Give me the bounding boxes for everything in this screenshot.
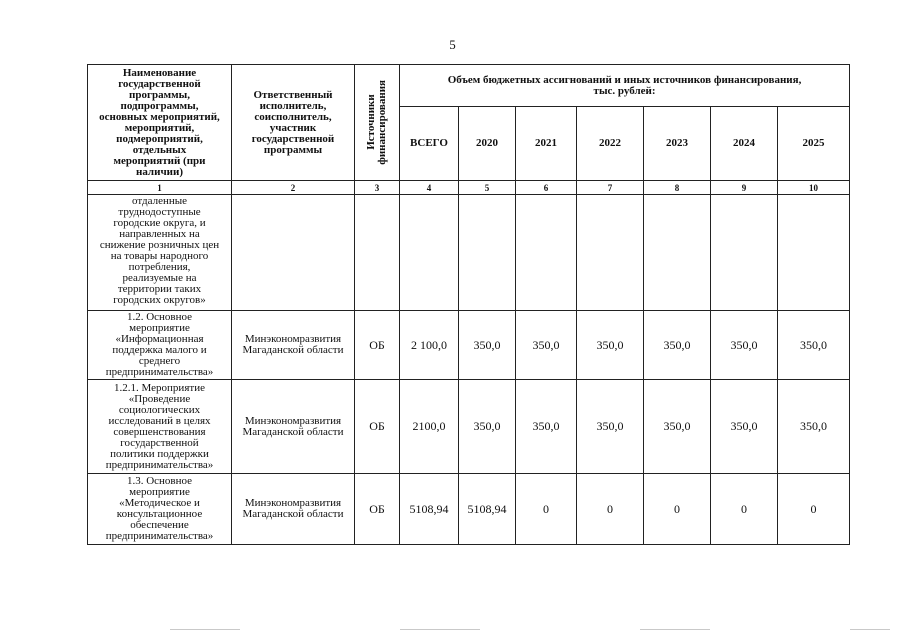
row-value-2020 bbox=[459, 195, 516, 311]
row-value-2023: 350,0 bbox=[644, 311, 711, 380]
table-row bbox=[88, 474, 850, 545]
row-value-2023: 350,0 bbox=[644, 380, 711, 474]
col-number: 6 bbox=[516, 181, 577, 195]
row-source bbox=[355, 195, 400, 311]
page-number: 5 bbox=[449, 37, 456, 52]
row-source: ОБ bbox=[355, 311, 400, 380]
header-year-2025: 2025 bbox=[778, 107, 850, 181]
row-executor: Минэкономразвития Магаданской области bbox=[232, 474, 355, 545]
row-value-2020: 350,0 bbox=[459, 311, 516, 380]
header-name: Наименование государственной программы, подпрограммы, основных мероприятий, мероприятий, подмероприятий, отдельных мероприятий (при наличии) bbox=[88, 65, 232, 181]
row-value-2024: 350,0 bbox=[711, 380, 778, 474]
header-year-2021: 2021 bbox=[516, 107, 577, 181]
row-value-2021: 0 bbox=[516, 474, 577, 545]
row-value-total: 2100,0 bbox=[400, 380, 459, 474]
table-row bbox=[88, 311, 850, 380]
table-row bbox=[88, 380, 850, 474]
scan-artifact bbox=[850, 629, 890, 630]
header-year-2020: 2020 bbox=[459, 107, 516, 181]
table-row bbox=[88, 195, 850, 311]
scan-artifact bbox=[400, 629, 480, 630]
header-source: Источники финансирования bbox=[365, 80, 388, 165]
col-number: 5 bbox=[459, 181, 516, 195]
row-value-2025 bbox=[778, 195, 850, 311]
row-name: отдаленные труднодоступные городские округа, и направленных на снижение розничных цен на товары народного потребления, реализуемые на территории таких городских округов» bbox=[88, 195, 232, 311]
row-value-2022: 350,0 bbox=[577, 380, 644, 474]
row-value-2025: 350,0 bbox=[778, 380, 850, 474]
row-value-2024 bbox=[711, 195, 778, 311]
col-number: 9 bbox=[711, 181, 778, 195]
col-number: 3 bbox=[355, 181, 400, 195]
budget-table bbox=[87, 64, 850, 545]
row-value-2020: 350,0 bbox=[459, 380, 516, 474]
header-year-2023: 2023 bbox=[644, 107, 711, 181]
row-value-2021: 350,0 bbox=[516, 311, 577, 380]
col-number: 10 bbox=[778, 181, 850, 195]
row-executor: Минэкономразвития Магаданской области bbox=[232, 380, 355, 474]
col-number: 2 bbox=[232, 181, 355, 195]
scan-artifact bbox=[170, 629, 240, 630]
row-value-2021 bbox=[516, 195, 577, 311]
header-executor: Ответственный исполнитель, соисполнитель, участник государственной программы bbox=[232, 65, 355, 181]
row-value-2025: 0 bbox=[778, 474, 850, 545]
row-value-2024: 350,0 bbox=[711, 311, 778, 380]
row-value-total bbox=[400, 195, 459, 311]
row-source: ОБ bbox=[355, 474, 400, 545]
header-year-2024: 2024 bbox=[711, 107, 778, 181]
row-name: 1.2. Основное мероприятие «Информационная поддержка малого и среднего предпринимательства» bbox=[88, 311, 232, 380]
col-number: 7 bbox=[577, 181, 644, 195]
row-value-total: 5108,94 bbox=[400, 474, 459, 545]
row-executor bbox=[232, 195, 355, 311]
row-executor: Минэкономразвития Магаданской области bbox=[232, 311, 355, 380]
row-value-2023 bbox=[644, 195, 711, 311]
row-value-2020: 5108,94 bbox=[459, 474, 516, 545]
row-value-2021: 350,0 bbox=[516, 380, 577, 474]
header-total: ВСЕГО bbox=[400, 107, 459, 181]
row-value-2025: 350,0 bbox=[778, 311, 850, 380]
row-source: ОБ bbox=[355, 380, 400, 474]
col-number: 8 bbox=[644, 181, 711, 195]
row-name: 1.2.1. Мероприятие «Проведение социологических исследований в целях совершенствования государственной политики поддержки предпринимательства» bbox=[88, 380, 232, 474]
row-name: 1.3. Основное мероприятие «Методическое и консультационное обеспечение предпринимательства» bbox=[88, 474, 232, 545]
scan-artifact bbox=[640, 629, 710, 630]
column-number-row bbox=[88, 181, 850, 195]
row-value-2024: 0 bbox=[711, 474, 778, 545]
row-value-2022: 0 bbox=[577, 474, 644, 545]
row-value-2022 bbox=[577, 195, 644, 311]
col-number: 1 bbox=[88, 181, 232, 195]
row-value-total: 2 100,0 bbox=[400, 311, 459, 380]
row-value-2023: 0 bbox=[644, 474, 711, 545]
header-year-2022: 2022 bbox=[577, 107, 644, 181]
col-number: 4 bbox=[400, 181, 459, 195]
header-budget-group: Объем бюджетных ассигнований и иных источников финансирования, тыс. рублей: bbox=[400, 65, 850, 107]
row-value-2022: 350,0 bbox=[577, 311, 644, 380]
header-source-cell bbox=[355, 65, 400, 181]
